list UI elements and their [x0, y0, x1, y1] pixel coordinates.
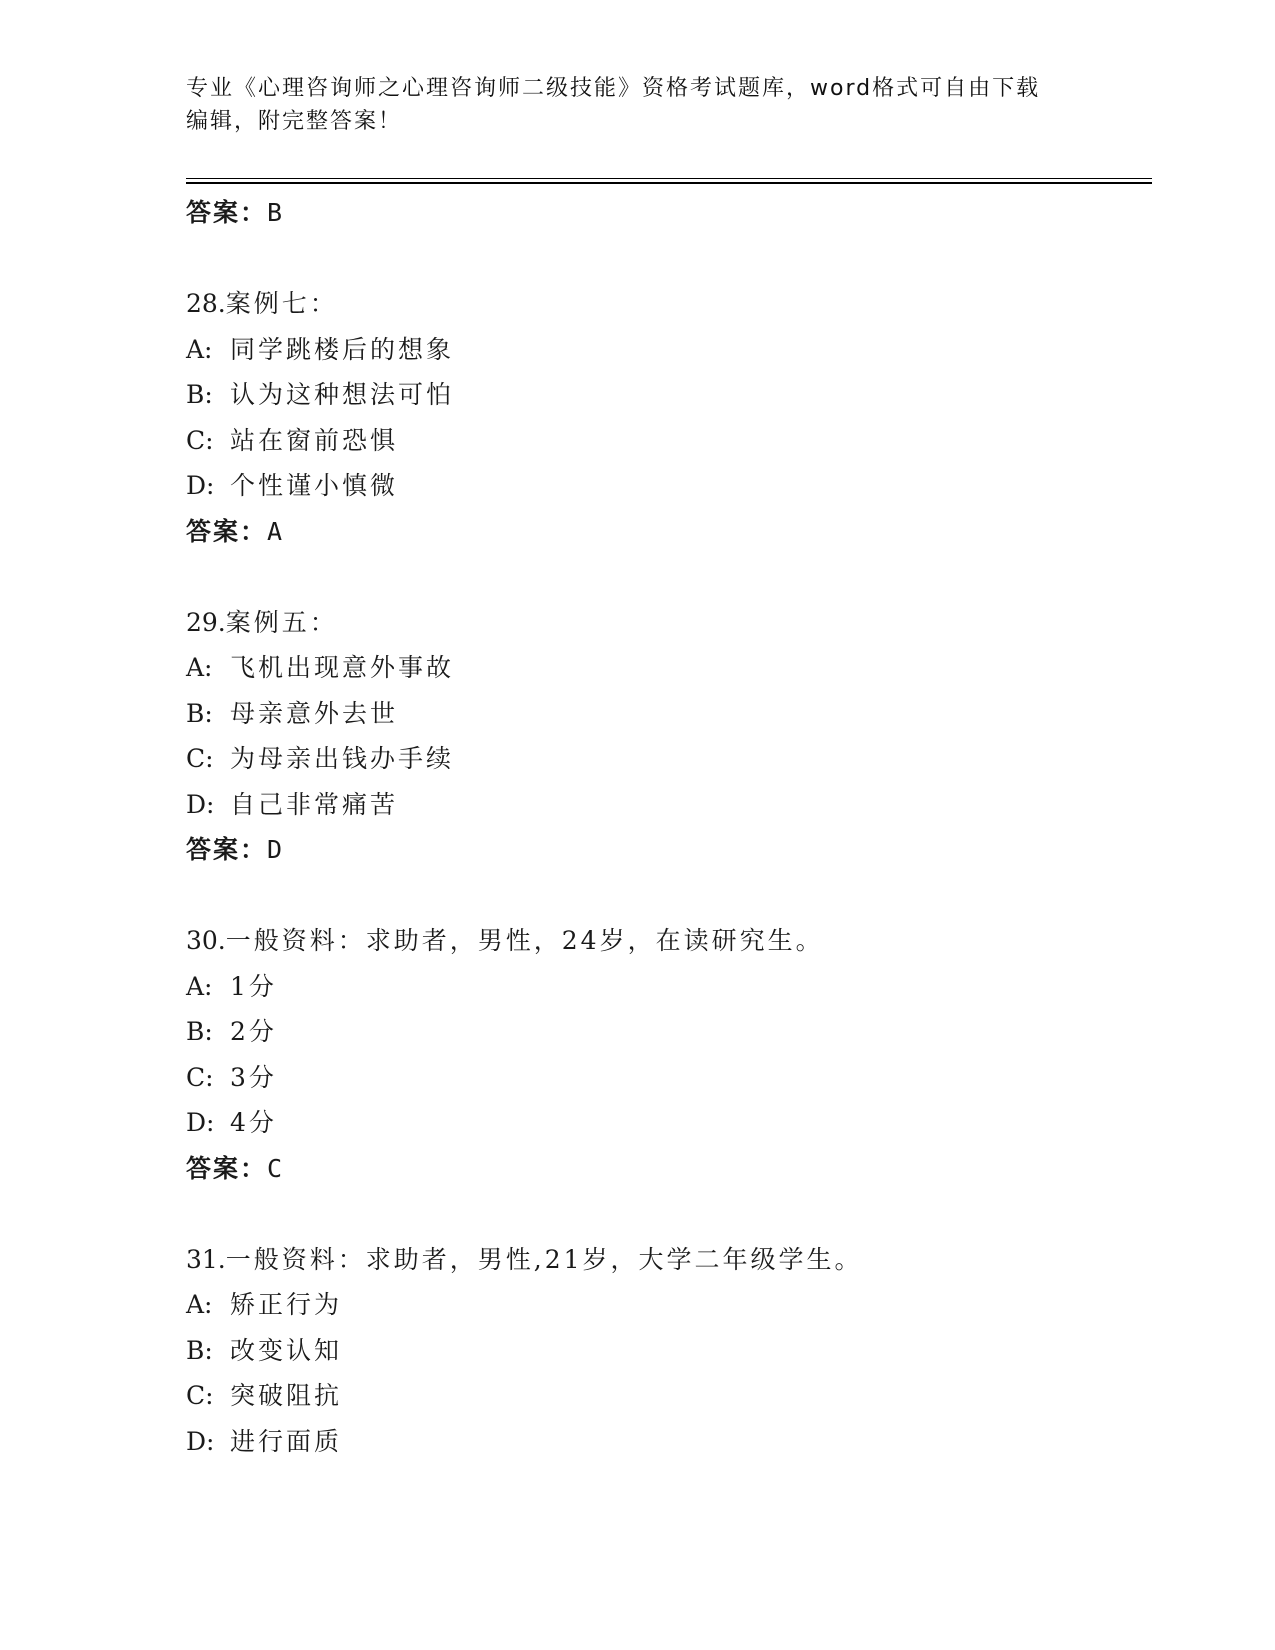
spacer [186, 1191, 1146, 1237]
option-a [186, 645, 1146, 691]
header-line-1: 专业《心理咨询师之心理咨询师二级技能》资格考试题库，word格式可自由下载 [186, 76, 1041, 101]
option-c [186, 1055, 1146, 1101]
option-a [186, 964, 1146, 1010]
answer-label: 答案： [186, 198, 268, 227]
option-b [186, 1009, 1146, 1055]
option-text: 自己非常痛苦 [230, 789, 399, 819]
option-letter: C: [186, 744, 214, 773]
answer-line [186, 509, 1146, 555]
option-letter: D: [186, 471, 215, 500]
option-text: 3分 [230, 1062, 277, 1092]
option-letter: B: [186, 698, 213, 728]
option-a [186, 327, 1146, 373]
option-text: 同学跳楼后的想象 [230, 334, 455, 364]
question-text: 案例七： [225, 289, 338, 318]
option-d [186, 1419, 1146, 1465]
question-number: 28. [186, 289, 226, 318]
option-letter: A: [186, 334, 213, 364]
question-number: 29. [186, 607, 226, 637]
option-c [186, 1373, 1146, 1419]
question-text: 一般资料：求助者，男性，24岁，在读研究生。 [225, 926, 824, 955]
option-letter: D: [186, 789, 215, 819]
question-stem [186, 600, 1146, 646]
question-stem [186, 918, 1146, 964]
question-number: 30. [186, 926, 226, 955]
option-letter: A: [186, 971, 213, 1001]
answer-value: A [267, 516, 285, 546]
question-number: 31. [186, 1244, 226, 1274]
spacer [186, 554, 1146, 600]
option-text: 站在窗前恐惧 [230, 425, 399, 455]
option-b [186, 372, 1146, 418]
question-list [186, 190, 1146, 1464]
question-stem [186, 1237, 1146, 1283]
option-text: 1分 [230, 971, 277, 1001]
option-d [186, 1100, 1146, 1146]
option-letter: B: [186, 380, 213, 409]
option-c [186, 736, 1146, 782]
header-divider-top [186, 178, 1152, 179]
option-text: 改变认知 [230, 1335, 343, 1365]
answer-label: 答案： [186, 516, 268, 546]
option-a [186, 1282, 1146, 1328]
question-block [186, 600, 1146, 873]
header-divider-bottom [186, 182, 1152, 184]
option-letter: B: [186, 1017, 213, 1046]
option-b [186, 691, 1146, 737]
answer-label: 答案： [186, 1153, 268, 1183]
answer-value: D [267, 835, 285, 864]
option-letter: D: [186, 1108, 215, 1137]
option-text: 母亲意外去世 [230, 698, 399, 728]
header-line-2: 编辑，附完整答案！ [186, 109, 403, 134]
option-text: 突破阻抗 [230, 1381, 343, 1410]
option-text: 矫正行为 [230, 1290, 343, 1319]
question-text: 一般资料：求助者，男性,21岁，大学二年级学生。 [225, 1244, 863, 1274]
option-d [186, 782, 1146, 828]
option-letter: C: [186, 1381, 214, 1410]
answer-value: C [267, 1153, 285, 1183]
spacer [186, 873, 1146, 919]
option-text: 4分 [230, 1108, 277, 1137]
option-b [186, 1328, 1146, 1374]
option-d [186, 463, 1146, 509]
option-text: 飞机出现意外事故 [230, 653, 455, 682]
option-text: 2分 [230, 1017, 277, 1046]
option-text: 为母亲出钱办手续 [230, 744, 455, 773]
option-letter: A: [186, 653, 213, 682]
document-header [186, 72, 1086, 138]
option-letter: C: [186, 1062, 214, 1092]
answer-label: 答案： [186, 835, 268, 864]
answer-value: B [267, 198, 285, 227]
question-text: 案例五： [225, 607, 338, 637]
option-letter: D: [186, 1426, 215, 1456]
spacer [186, 236, 1146, 282]
option-text: 认为这种想法可怕 [230, 380, 455, 409]
answer-line [186, 190, 1146, 236]
option-text: 个性谨小慎微 [230, 471, 399, 500]
question-block [186, 918, 1146, 1191]
option-letter: B: [186, 1335, 213, 1365]
answer-line [186, 1146, 1146, 1192]
option-letter: A: [186, 1290, 213, 1319]
option-c [186, 418, 1146, 464]
question-block [186, 1237, 1146, 1465]
option-letter: C: [186, 425, 214, 455]
question-stem [186, 281, 1146, 327]
question-block [186, 281, 1146, 554]
answer-line [186, 827, 1146, 873]
option-text: 进行面质 [230, 1426, 343, 1456]
